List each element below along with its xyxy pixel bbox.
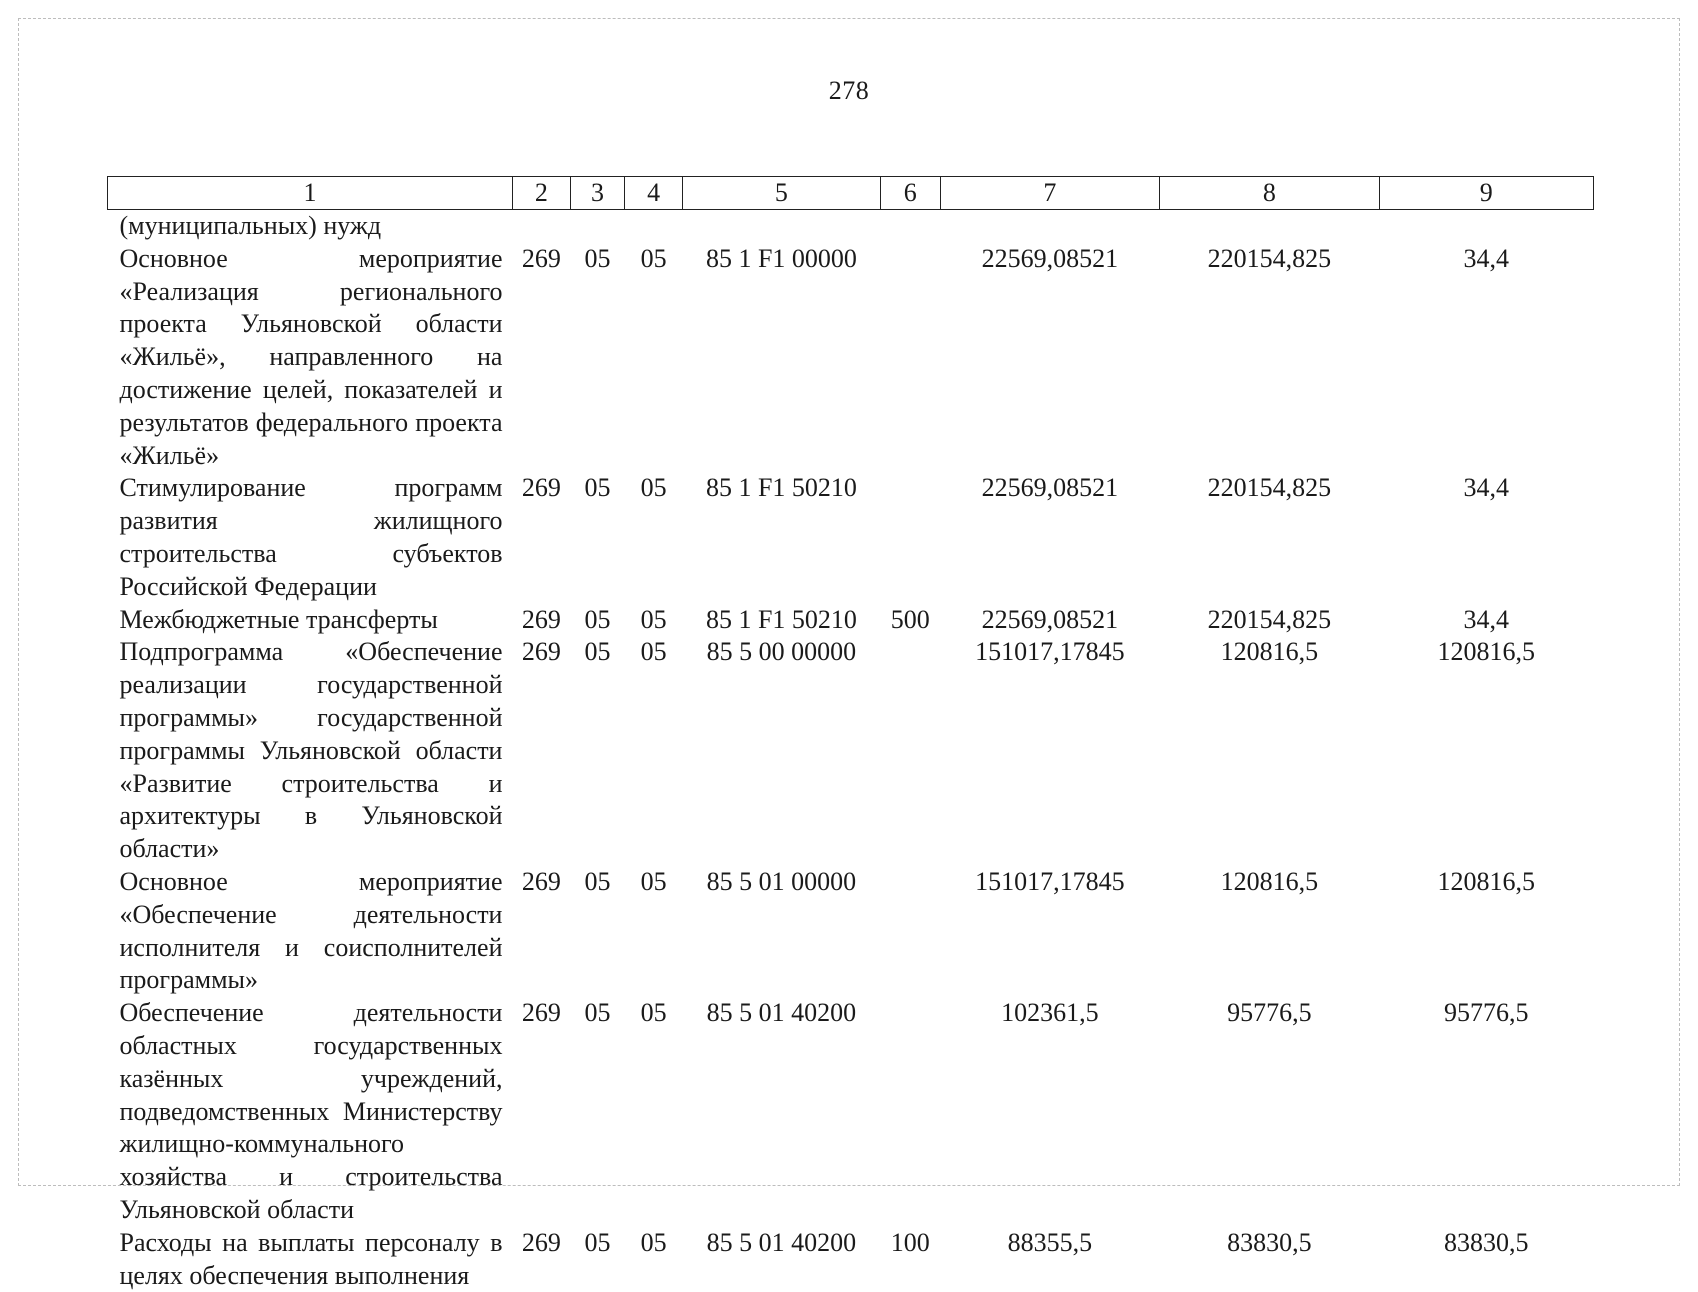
- amount-col-9: 83830,5: [1444, 1227, 1529, 1257]
- target-article-code: 85 1 F1 00000: [705, 243, 857, 273]
- table-row: [108, 210, 1594, 243]
- section-code: 05: [584, 998, 611, 1028]
- subsection-code: [625, 210, 683, 243]
- column-number-header: [108, 177, 1594, 210]
- amount-col-8: 220154,825: [1207, 243, 1332, 273]
- section-code: 05: [584, 1227, 611, 1257]
- amount-col-7: 22569,08521: [981, 243, 1119, 273]
- section-code: 05: [584, 473, 611, 503]
- amount-col-8: 83830,5: [1227, 1227, 1312, 1257]
- amount-col-9: 120816,5: [1437, 866, 1536, 896]
- table-row: [108, 472, 1594, 603]
- table-row: [108, 997, 1594, 1227]
- expense-type-code: 500: [890, 604, 930, 634]
- amount-col-9: 34,4: [1463, 473, 1510, 503]
- table-row: [108, 866, 1594, 997]
- subsection-code: 05: [640, 1227, 667, 1257]
- subsection-code: 05: [640, 604, 667, 634]
- header-col-2: 2: [512, 177, 570, 210]
- amount-col-7: 151017,17845: [975, 866, 1125, 896]
- amount-col-7: 22569,08521: [981, 473, 1119, 503]
- target-article-code: 85 1 F1 50210: [705, 604, 857, 634]
- header-col-7: 7: [940, 177, 1159, 210]
- ministry-code: 269: [521, 604, 561, 634]
- amount-col-7: 88355,5: [1007, 1227, 1093, 1257]
- amount-col-8: 220154,825: [1207, 473, 1332, 503]
- row-name: Основное мероприятие «Обеспечение деятельности исполнителя и соисполнителей программы»: [119, 866, 503, 995]
- section-code: 05: [584, 866, 611, 896]
- table-row: [108, 604, 1594, 637]
- ministry-code: 269: [521, 1227, 561, 1257]
- row-name: Основное мероприятие «Реализация регионального проекта Ульяновской области «Жильё», направленного на достижение целей, показателей и результатов федерального проекта «Жильё»: [119, 243, 503, 470]
- target-article-code: [683, 210, 881, 243]
- expense-type-code: [880, 997, 940, 1227]
- ministry-code: [512, 210, 570, 243]
- target-article-code: 85 1 F1 50210: [705, 473, 857, 503]
- row-name: Подпрограмма «Обеспечение реализации государственной программы» государственной программы Ульяновской области «Развитие строительства и архитектуры в Ульяновской области»: [119, 637, 503, 864]
- subsection-code: 05: [640, 473, 667, 503]
- amount-col-7: [940, 210, 1159, 243]
- table-row: [108, 636, 1594, 866]
- amount-col-8: 95776,5: [1227, 998, 1312, 1028]
- subsection-code: 05: [640, 998, 667, 1028]
- expense-type-code: [880, 866, 940, 997]
- amount-col-7: 151017,17845: [975, 637, 1125, 667]
- section-code: [570, 210, 625, 243]
- header-col-5: 5: [683, 177, 881, 210]
- amount-col-8: 120816,5: [1220, 637, 1319, 667]
- amount-col-9: [1379, 210, 1593, 243]
- amount-col-9: 120816,5: [1437, 637, 1536, 667]
- ministry-code: 269: [521, 998, 561, 1028]
- ministry-code: 269: [521, 637, 561, 667]
- section-code: 05: [584, 604, 611, 634]
- header-col-8: 8: [1160, 177, 1379, 210]
- expense-type-code: [880, 210, 940, 243]
- row-name: Обеспечение деятельности областных государственных казённых учреждений, подведомственных Министерству жилищно-коммунального хозяйства и строительства Ульяновской области: [119, 998, 503, 1224]
- amount-col-8: [1160, 210, 1379, 243]
- expense-type-code: [880, 636, 940, 866]
- ministry-code: 269: [521, 243, 561, 273]
- header-col-1: 1: [108, 177, 513, 210]
- subsection-code: 05: [640, 637, 667, 667]
- amount-col-9: 95776,5: [1444, 998, 1529, 1028]
- budget-table: [107, 176, 1594, 1292]
- amount-col-7: 102361,5: [1001, 998, 1099, 1028]
- header-col-3: 3: [570, 177, 625, 210]
- amount-col-9: 34,4: [1463, 604, 1510, 634]
- ministry-code: 269: [521, 473, 561, 503]
- target-article-code: 85 5 01 40200: [706, 1227, 857, 1257]
- target-article-code: 85 5 00 00000: [706, 637, 857, 667]
- target-article-code: 85 5 01 40200: [706, 998, 857, 1028]
- expense-type-code: [880, 243, 940, 473]
- amount-col-9: 34,4: [1463, 243, 1510, 273]
- row-name: Расходы на выплаты персоналу в целях обеспечения выполнения: [119, 1227, 503, 1290]
- expense-type-code: [880, 472, 940, 603]
- ministry-code: 269: [521, 866, 561, 896]
- header-col-6: 6: [880, 177, 940, 210]
- table-row: [108, 243, 1594, 473]
- subsection-code: 05: [640, 866, 667, 896]
- header-col-4: 4: [625, 177, 683, 210]
- subsection-code: 05: [640, 243, 667, 273]
- section-code: 05: [584, 637, 611, 667]
- expense-type-code: 100: [890, 1227, 930, 1257]
- row-name: Межбюджетные трансферты: [119, 604, 438, 634]
- page-number: 278: [828, 76, 870, 105]
- row-name: Стимулирование программ развития жилищного строительства субъектов Российской Федерации: [119, 473, 503, 601]
- target-article-code: 85 5 01 00000: [706, 866, 857, 896]
- amount-col-7: 22569,08521: [981, 604, 1119, 634]
- row-name: (муниципальных) нужд: [119, 211, 382, 240]
- amount-col-8: 120816,5: [1220, 866, 1319, 896]
- section-code: 05: [584, 243, 611, 273]
- table-row: [108, 1227, 1594, 1292]
- header-col-9: 9: [1379, 177, 1593, 210]
- amount-col-8: 220154,825: [1207, 604, 1332, 634]
